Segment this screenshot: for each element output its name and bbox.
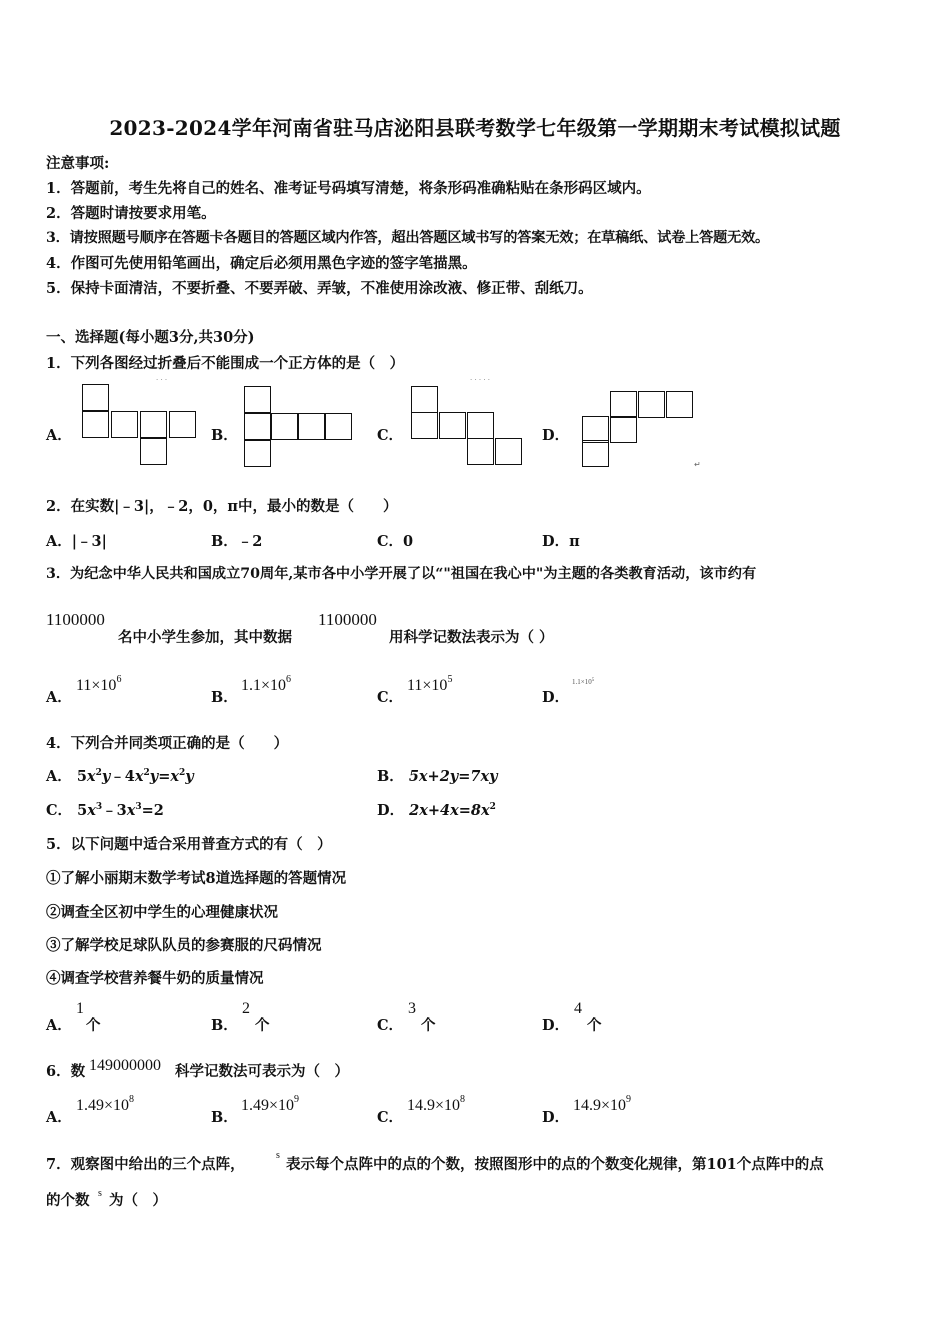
net-d-square-1 — [610, 391, 637, 418]
q3-option-b-label: B． — [211, 689, 238, 706]
q2-option-d: D．π — [542, 533, 580, 550]
q3-stem-line1: 3．为纪念中华人民共和国成立70周年,某市各中小学开展了以“"祖国在我心中"为主题的各类教育活动，该市约有 — [46, 566, 757, 582]
q6-option-c-value: $14.9\times 10^8$ — [407, 1094, 466, 1114]
net-b-square-3 — [271, 413, 298, 440]
cube-net-b — [244, 386, 352, 466]
q7-line2-a: 的个数 — [46, 1192, 90, 1209]
net-d-square-4 — [582, 416, 609, 443]
q3-option-d-label: D． — [542, 689, 570, 706]
q1-option-d-label: D． — [542, 427, 570, 444]
net-b-square-2 — [244, 413, 271, 440]
net-c-square-3 — [439, 412, 466, 439]
net-c-square-6 — [495, 438, 522, 465]
net-c-square-1 — [411, 386, 438, 413]
q2-stem: 2．在实数|﹣3|，﹣2，0，π中，最小的数是（ ） — [46, 498, 398, 515]
net-d-square-5 — [610, 416, 637, 443]
q3-text-a: 名中小学生参加，其中数据 — [118, 629, 292, 646]
scan-dot-a: · · · — [156, 376, 168, 384]
net-a-square-6 — [140, 438, 167, 465]
cube-net-d — [582, 391, 696, 467]
q6-option-a-label: A． — [46, 1109, 72, 1126]
q5-item-4: ④调查学校营养餐牛奶的质量情况 — [46, 970, 264, 987]
q5-option-b-num: 2 — [242, 1000, 250, 1017]
q5-item-3: ③了解学校足球队队员的参赛服的尺码情况 — [46, 937, 322, 954]
section-heading: 一、选择题(每小题3分,共30分) — [46, 329, 255, 346]
q1-option-b-label: B． — [211, 427, 238, 444]
q5-option-d-unit: 个 — [587, 1017, 602, 1034]
q1-option-a-label: A． — [46, 427, 72, 444]
q5-option-d-label: D． — [542, 1017, 570, 1034]
notice-item-3: 3．请按照题号顺序在答题卡各题目的答题区域内作答，超出答题区域书写的答案无效；在草稿纸、试卷上答题无效。 — [46, 230, 770, 246]
net-d-square-6 — [582, 440, 609, 467]
q6-option-c-label: C． — [377, 1109, 404, 1126]
q1-option-c-label: C． — [377, 427, 404, 444]
q1-stem: 1．下列各图经过折叠后不能围成一个正方体的是（ ） — [46, 355, 405, 372]
net-c-square-5 — [467, 438, 494, 465]
notice-item-2: 2．答题时请按要求用笔。 — [46, 205, 216, 222]
notice-item-4: 4．作图可先使用铅笔画出，确定后必须用黑色字迹的签字笔描黑。 — [46, 255, 477, 272]
q4-stem: 4．下列合并同类项正确的是（ ） — [46, 735, 289, 752]
q5-option-a-label: A． — [46, 1017, 72, 1034]
page-title: 2023-2024学年河南省驻马店泌阳县联考数学七年级第一学期期末考试模拟试题 — [109, 116, 841, 140]
q6-option-d-label: D． — [542, 1109, 570, 1126]
net-b-square-4 — [298, 413, 325, 440]
net-b-square-5 — [325, 413, 352, 440]
q5-item-1: ①了解小丽期末数学考试8道选择题的答题情况 — [46, 870, 347, 887]
net-c-square-4 — [467, 412, 494, 439]
q3-option-a-value: $11\times 10^6$ — [76, 674, 122, 694]
q3-option-b-value: $1.1\times 10^6$ — [241, 674, 292, 694]
q4-option-c: C． $5x^3﹣3x^3=2$ — [46, 802, 164, 819]
q5-option-c-label: C． — [377, 1017, 404, 1034]
net-a-square-4 — [140, 411, 167, 438]
net-c-square-2 — [411, 412, 438, 439]
net-a-square-2 — [82, 411, 109, 438]
notice-header: 注意事项: — [46, 155, 110, 172]
net-a-square-1 — [82, 384, 109, 411]
return-mark-icon: ↵ — [694, 460, 701, 469]
q5-option-a-num: 1 — [76, 1000, 84, 1017]
scan-dot-c: · · · · · — [470, 376, 491, 384]
net-b-square-1 — [244, 386, 271, 413]
q6-option-d-value: $14.9\times 10^9$ — [573, 1094, 632, 1114]
q5-stem: 5．以下问题中适合采用普查方式的有（ ） — [46, 836, 332, 853]
q6-option-b-label: B． — [211, 1109, 238, 1126]
q3-number-1: 1100000 — [46, 610, 105, 629]
q3-option-c-label: C． — [377, 689, 404, 706]
net-b-square-6 — [244, 440, 271, 467]
q2-option-b: B．﹣2 — [211, 533, 263, 550]
q6-option-b-value: $1.49\times 10^9$ — [241, 1094, 300, 1114]
q2-option-c: C．0 — [377, 533, 414, 550]
q5-option-c-num: 3 — [408, 1000, 416, 1017]
q5-option-d-num: 4 — [574, 1000, 582, 1017]
q6-stem-a: 6．数 — [46, 1063, 86, 1080]
q6-option-a-value: $1.49\times 10^8$ — [76, 1094, 135, 1114]
net-d-square-3 — [666, 391, 693, 418]
net-a-square-5 — [169, 411, 196, 438]
q6-number: 149000000 — [89, 1057, 161, 1074]
q5-option-b-unit: 个 — [255, 1017, 270, 1034]
notice-item-5: 5．保持卡面清洁，不要折叠、不要弄破、弄皱，不准使用涂改液、修正带、刮纸刀。 — [46, 280, 593, 297]
q5-option-b-label: B． — [211, 1017, 238, 1034]
q2-option-a: A．|﹣3| — [46, 533, 107, 550]
q4-option-b: B． 5x+2y=7xy — [377, 768, 498, 785]
q3-option-c-value: $11\times 10^5$ — [407, 674, 453, 694]
notice-item-1: 1．答题前，考生先将自己的姓名、准考证号码填写清楚，将条形码准确粘贴在条形码区域内。 — [46, 180, 651, 197]
q3-option-d-value: $1.1\times 10^5$ — [572, 678, 595, 686]
q4-option-a: A． $5x^2y﹣4x^2y=x^2y$ — [46, 768, 194, 785]
q7-symbol-s-2: s — [98, 1188, 102, 1199]
q3-number-2: 1100000 — [318, 610, 377, 629]
q3-text-b: 用科学记数法表示为（ ） — [389, 629, 554, 646]
q4-option-d: D． $2x+4x=8x^2$ — [377, 802, 496, 819]
q5-option-c-unit: 个 — [421, 1017, 436, 1034]
cube-net-a — [82, 384, 198, 466]
q5-option-a-unit: 个 — [86, 1017, 101, 1034]
q3-option-a-label: A． — [46, 689, 72, 706]
q7-line2-b: 为（ ） — [109, 1192, 167, 1209]
q5-item-2: ②调查全区初中学生的心理健康状况 — [46, 904, 278, 921]
net-d-square-2 — [638, 391, 665, 418]
q7-symbol-s: s — [276, 1150, 280, 1161]
q7-stem-a: 7．观察图中给出的三个点阵， — [46, 1156, 245, 1173]
cube-net-c — [411, 386, 527, 466]
q6-stem-b: 科学记数法可表示为（ ） — [175, 1063, 349, 1080]
net-a-square-3 — [111, 411, 138, 438]
q7-stem-b: 表示每个点阵中的点的个数，按照图形中的点的个数变化规律，第101个点阵中的点 — [286, 1156, 824, 1173]
